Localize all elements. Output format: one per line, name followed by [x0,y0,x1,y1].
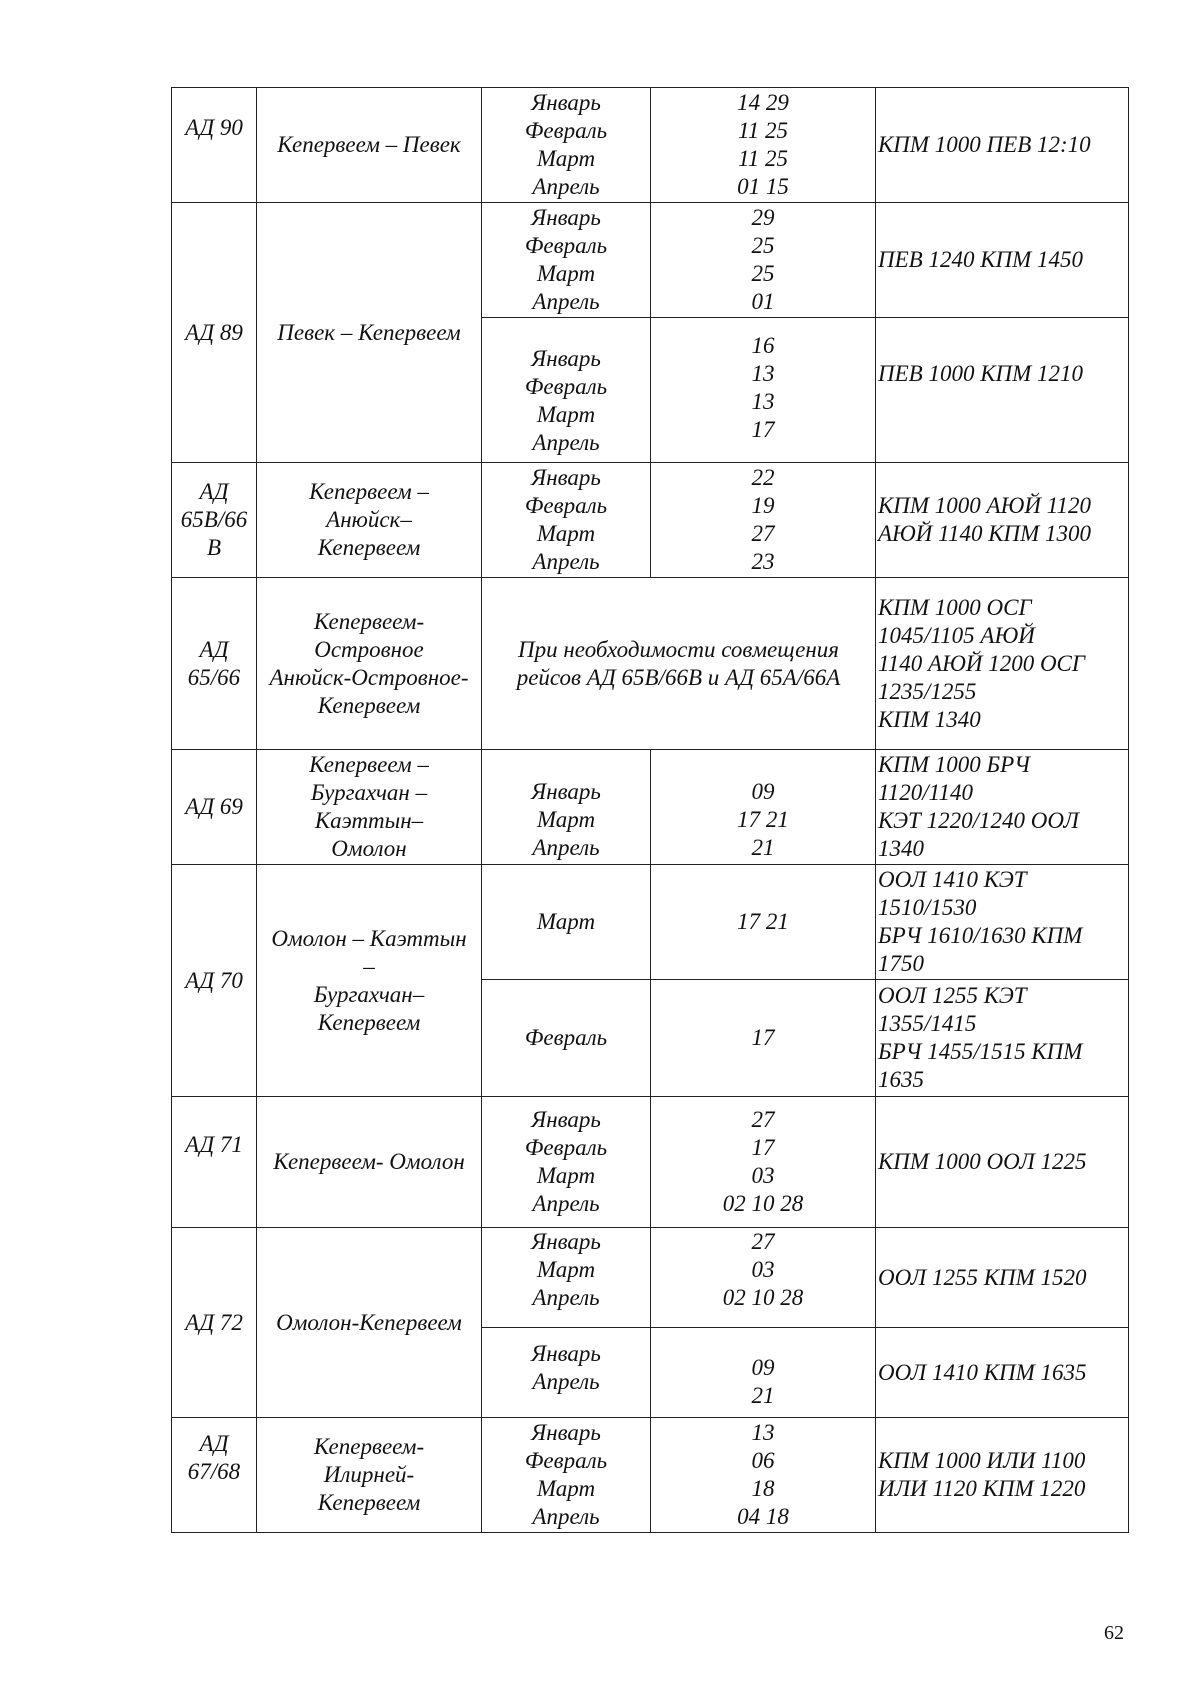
dates-cell: 27 17 03 02 10 28 [651,1097,876,1228]
table-row [172,88,1129,203]
months-cell: Февраль [482,980,651,1097]
flight-number: АД 65В/66 В [172,463,257,578]
times-cell: ООЛ 1410 КЭТ 1510/1530 БРЧ 1610/1630 КПМ 1750 [876,865,1129,980]
dates-cell: 09 17 21 21 [651,750,876,865]
combined-flights-note: При необходимости совмещения рейсов АД 65В/66В и АД 65А/66А [482,578,876,750]
route: Певек – Кепервеем [257,203,482,463]
table-row [172,203,1129,318]
dates-cell: 16 13 13 17 [651,318,876,463]
months-cell: Январь Февраль Март Апрель [482,1097,651,1228]
months-cell: Январь Февраль Март Апрель [482,1418,651,1533]
dates-cell: 29 25 25 01 [651,203,876,318]
times-cell: ООЛ 1255 КЭТ 1355/1415 БРЧ 1455/1515 КПМ 1635 [876,980,1129,1097]
months-cell: Март [482,865,651,980]
times-cell: КПМ 1000 ООЛ 1225 [876,1097,1129,1228]
months-cell: Январь Апрель [482,1328,651,1418]
route: Омолон – Каэттын – Бургахчан– Кепервеем [257,865,482,1097]
route: Кепервеем- Илирней- Кепервеем [257,1418,482,1533]
route: Кепервеем- Омолон [257,1097,482,1228]
table-row [172,1228,1129,1328]
table-row [172,865,1129,980]
months-cell: Январь Февраль Март Апрель [482,318,651,463]
flight-number: АД 67/68 [172,1418,257,1533]
times-cell: КПМ 1000 АЮЙ 1120 АЮЙ 1140 КПМ 1300 [876,463,1129,578]
dates-cell: 13 06 18 04 18 [651,1418,876,1533]
flight-number: АД 90 [172,88,257,203]
flight-number: АД 72 [172,1228,257,1418]
flight-number: АД 65/66 [172,578,257,750]
flight-number: АД 69 [172,750,257,865]
route: Омолон-Кепервеем [257,1228,482,1418]
times-cell: ООЛ 1410 КПМ 1635 [876,1328,1129,1418]
route: Кепервеем – Анюйск– Кепервеем [257,463,482,578]
times-cell: ПЕВ 1000 КПМ 1210 [876,318,1129,463]
route: Кепервеем – Бургахчан – Каэттын– Омолон [257,750,482,865]
dates-cell: 17 [651,980,876,1097]
table-row [172,750,1129,865]
dates-cell: 09 21 [651,1328,876,1418]
flight-number: АД 89 [172,203,257,463]
months-cell: Январь Март Апрель [482,750,651,865]
flight-schedule-table [171,87,1129,1533]
route: Кепервеем – Певек [257,88,482,203]
table-row [172,463,1129,578]
times-cell: КПМ 1000 БРЧ 1120/1140 КЭТ 1220/1240 ООЛ 1340 [876,750,1129,865]
dates-cell: 27 03 02 10 28 [651,1228,876,1328]
flight-number: АД 70 [172,865,257,1097]
table-row [172,1097,1129,1228]
page-number: 62 [1104,1622,1124,1644]
months-cell: Январь Февраль Март Апрель [482,203,651,318]
dates-cell: 14 29 11 25 11 25 01 15 [651,88,876,203]
flight-number: АД 71 [172,1097,257,1228]
dates-cell: 17 21 [651,865,876,980]
times-cell: КПМ 1000 ПЕВ 12:10 [876,88,1129,203]
times-cell: КПМ 1000 ОСГ 1045/1105 АЮЙ 1140 АЮЙ 1200 ОСГ 1235/1255 КПМ 1340 [876,578,1129,750]
route: Кепервеем- Островное Анюйск-Островное- Кепервеем [257,578,482,750]
months-cell: Январь Февраль Март Апрель [482,463,651,578]
months-cell: Январь Март Апрель [482,1228,651,1328]
dates-cell: 22 19 27 23 [651,463,876,578]
times-cell: ПЕВ 1240 КПМ 1450 [876,203,1129,318]
months-cell: Январь Февраль Март Апрель [482,88,651,203]
table-row [172,578,1129,750]
times-cell: КПМ 1000 ИЛИ 1100 ИЛИ 1120 КПМ 1220 [876,1418,1129,1533]
table-row [172,1418,1129,1533]
times-cell: ООЛ 1255 КПМ 1520 [876,1228,1129,1328]
